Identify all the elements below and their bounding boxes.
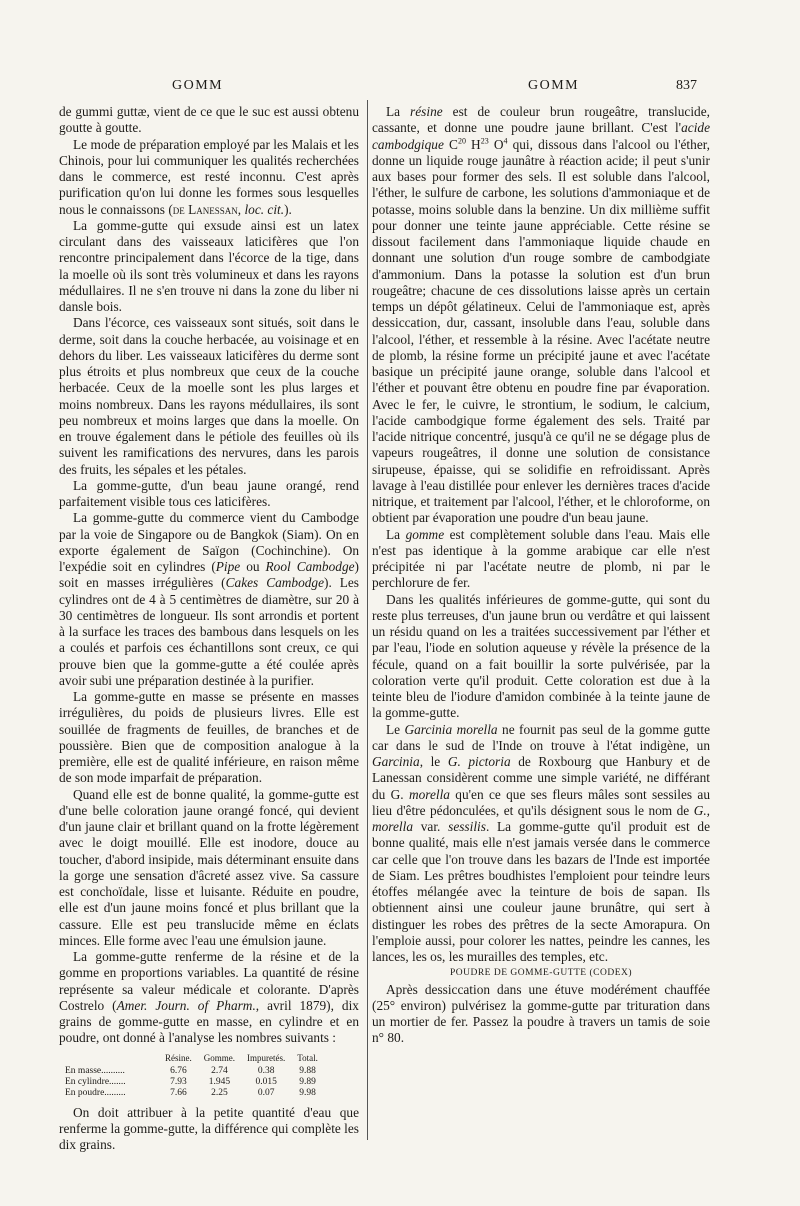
paragraph: On doit attribuer à la petite quantité d'eau que renferme la gomme-gutte, la différence qui complète les dix grains. (59, 1104, 359, 1152)
table-cell: 2.74 (211, 1065, 228, 1076)
right-column (372, 104, 710, 1047)
table-cell: 9.98 (299, 1087, 316, 1098)
table-cell: 2.25 (211, 1087, 228, 1098)
table-cell: 7.93 (170, 1076, 187, 1087)
running-head-right: GOMM (528, 78, 580, 93)
table-cell: 7.66 (170, 1087, 187, 1098)
paragraph: de gummi guttæ, vient de ce que le suc est aussi obtenu goutte à goutte. (59, 104, 359, 136)
paragraph: La gomme est complètement soluble dans l'eau. Mais elle n'est pas identique à la gomme arabique car elle n'est précipitée ni par l'acétate neutre de plomb, ni par le perchlorure de fer. (372, 526, 710, 591)
column-divider (367, 100, 368, 1140)
running-head-left: GOMM (172, 78, 224, 93)
paragraph: La gomme-gutte du commerce vient du Cambodge par la voie de Singapore ou de Bangkok (Siam). On en exporte également de Saïgon (Cochinchine). On l'expédie soit en cylindres (Pipe ou Rool Cambodge) soit en masses irrégulières (Cakes Cambodge). Les cylindres ont de 4 à 5 centimètres de diamètre, sur 20 à 30 centimètres de longueur. Ils sont arrondis et portent à la surface les traces des bambous dans lesquels on les a coulés et parfois ces échantillons sont creux, ce qui prouve bien que la gomme-gutte a été coulée après avoir subi une préparation destinée à la purifier. (59, 510, 359, 688)
table-cell: En masse.......... (65, 1065, 125, 1076)
table-header-cell (59, 1053, 159, 1066)
table-header-cell: Gomme. (203, 1052, 235, 1063)
table-cell: 6.76 (170, 1065, 187, 1076)
section-title: POUDRE DE GOMME-GUTTE (CODEX) (449, 968, 633, 979)
page-number: 837 (676, 78, 697, 93)
table-header-cell: Résine. (165, 1052, 192, 1063)
paragraph: Dans l'écorce, ces vaisseaux sont situés, soit dans le derme, soit dans la couche herbacée, au voisinage et en dehors du liber. Les vaisseaux laticifères du derme sont plus étroits et plus nombreux que ceux de la couche herbacée. Ceux de la moelle sont les plus larges et moins nombreux. Dans les rayons médullaires, ils sont peu nombreux et moins larges que dans la moelle. On en trouve également dans le pétiole des feuilles où ils suivent les ramifications des nervures, dans les parois des fruits, les sépales et les pétales. (59, 315, 359, 477)
paragraph: La résine est de couleur brun rougeâtre, translucide, cassante, et donne une poudre jaune brillant. C'est l'acide cambodgique $C^{20}$ $H^{23}$ $O^4$ qui, dissous dans l'alcool ou l'éther, donne un liquide rouge jaunâtre à réaction acide; il peut s'unir aux bases pour former des sels. Il est soluble dans l'alcool, l'éther, le sulfure de carbone, les solutions d'ammoniaque et de potasse, moins soluble dans la benzine. Un dix millième suffit pour donner une teinte jaune appréciable. Cette résine se dissout facilement dans l'ammoniaque liquide chaude en donnant une solution d'un rouge sombre de cambodgiate d'ammonium. Dans la potasse la solution est d'un brun rougeâtre; chacune de ces dissolutions laisse après un certain temps un dépôt gélatineux. Celui de l'ammoniaque est, après dessiccation, dur, cassant, insoluble dans l'eau, soluble dans l'alcool, l'éther, et ressemble à la résine. Avec l'acétate neutre de plomb, la résine forme un précipité jaune et avec l'acétate basique un précipité jaune orange, soluble dans l'alcool et l'éther et pouvant être obtenu en poudre fine par évaporation. Avec le fer, le cuivre, le strontium, le sodium, le calcium, l'acide cambodgique forme également des sels. Traité par l'acide nitrique concentré, jusqu'à ce qu'il ne se dégage plus de vapeurs rougeâtres, il donne une solution de consistance sirupeuse, épaisse, qui se solidifie en refroidissant. Après lavage à l'eau distillée pour enlever les dernières traces d'acide nitrique, et traitement par l'alcool, l'éther, et le chloroforme, on obtient par évaporation une poudre d'un beau jaune. (372, 104, 710, 526)
paragraph: Dans les qualités inférieures de gomme-gutte, qui sont du reste plus terreuses, d'un jaune brun ou verdâtre et qui laissent un résidu quand on les a traitées successivement par l'éther et par l'eau, l'iode en solution aqueuse y révèle la présence de la fécule, quand on a fait bouillir la sorte pulvérisée, par la coloration verte qu'il produit. Cette coloration est due à la teinte bleu de l'iodure d'amidon combinée à la teinte jaune de la gomme-gutte. (372, 591, 710, 721)
table-cell: 0.38 (257, 1065, 275, 1076)
left-column (59, 104, 359, 1153)
table-cell: En cylindre....... (65, 1076, 126, 1087)
table-row (59, 1077, 324, 1088)
paragraph: La gomme-gutte renferme de la résine et de la gomme en proportions variables. La quantité de résine représente sa valeur médicale et colorante. D'après Costrelo (Amer. Journ. of Pharm., avril 1879), dix grains de gomme-gutte en masse, en cylindre et en poudre, ont donné à l'analyse les nombres suivants : (59, 949, 359, 1046)
paragraph: Après dessiccation dans une étuve modérément chauffée (25° environ) pulvérisez la gomme-gutte par trituration dans un mortier de fer. Passez la poudre à travers un tamis de soie n° 80. (372, 981, 710, 1046)
paragraph: La gomme-gutte, d'un beau jaune orangé, rend parfaitement visible tous ces laticifères. (59, 477, 359, 509)
table-cell: En poudre......... (65, 1087, 126, 1098)
table-header-cell: Impuretés. (247, 1052, 286, 1063)
paragraph: Quand elle est de bonne qualité, la gomme-gutte est d'une belle coloration jaune orangé foncé, qui devient d'un jaune clair et brillant quand on la frotte légèrement avec le doigt mouillé. Elle est inodore, douce au toucher, d'abord insipide, mais déterminant ensuite dans la gorge une sensation d'âcreté assez vive. Sa cassure est conchoïdale, lisse et luisante. Réduite en poudre, elle est d'un jaune moins foncé et plus brillant que la cassure. Elle est peu translucide même en éclats minces. Elle forme avec l'eau une émulsion jaune. (59, 786, 359, 948)
paragraph: La gomme-gutte qui exsude ainsi est un latex circulant dans des vaisseaux laticifères que l'on rencontre principalement dans l'écorce de la tige, dans la moelle où ils sont très volumineux et dans les rayons médullaires. Il ne s'en trouve ni dans la zone du liber ni dansle bois. (59, 217, 359, 314)
paragraph: La gomme-gutte en masse se présente en masses irrégulières, du poids de plusieurs livres. Elle est souillée de fragments de feuilles, de branches et de poussière. Bien que de composition analogue à la première, elle est de qualité inférieure, en raison même de son mode imparfait de préparation. (59, 689, 359, 786)
table-cell: 9.88 (299, 1065, 316, 1076)
analysis-table (59, 1053, 324, 1099)
table-header-cell: Total. (297, 1052, 318, 1063)
table-cell: 0.07 (257, 1087, 275, 1098)
table-cell: 9.89 (299, 1076, 316, 1087)
table-header-row (59, 1053, 324, 1066)
table-row (59, 1066, 324, 1077)
table-cell: 0.015 (255, 1076, 277, 1087)
paragraph: Le mode de préparation employé par les Malais et les Chinois, pour lui communiquer les qualités recherchées dans le commerce, est resté inconnu. C'est après purification qu'on lui donne les formes sous lesquelles nous le connaissons (de Lanessan, loc. cit.). (59, 136, 359, 217)
table-cell: 1.945 (208, 1076, 231, 1087)
table-row (59, 1088, 324, 1099)
paragraph: Le Garcinia morella ne fournit pas seul de la gomme gutte car dans le sud de l'Inde on trouve à l'état indigène, un Garcinia, le G. pictoria de Roxbourg que Hanbury et de Lanessan considèrent comme une simple variété, ne différant du G. morella qu'en ce que ses fleurs mâles sont sessiles au lieu d'être pédonculées, et qu'ils désignent sous le nom de G., morella var. sessilis. La gomme-gutte qu'il produit est de bonne qualité, mais elle n'est jamais versée dans le commerce car celle que l'on trouve dans les bazars de l'Inde est importée de Siam. Les prêtres boudhistes l'emploient pour teindre leurs étoffes mélangée avec la teinture de bois de sapan. Ils obtiennent ainsi une couleur jaune brunâtre, qui sert à distinguer les robes des prêtres de la secte Amorapura. On l'emploie aussi, pour colorer les nattes, peindre les cannes, les lances, les os, les murailles des temples, etc. (372, 721, 711, 964)
